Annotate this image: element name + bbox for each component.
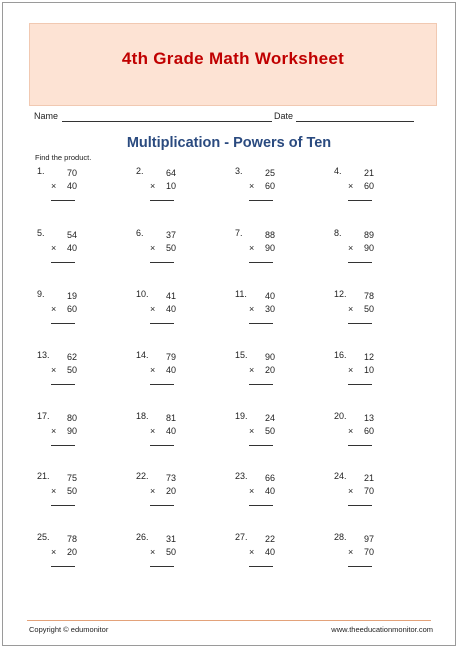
answer-line[interactable] <box>51 505 75 506</box>
multiplicand: 62 <box>66 352 77 362</box>
multiplicand: 81 <box>165 413 176 423</box>
problem-number: 4. <box>334 166 342 176</box>
problem-number: 19. <box>235 411 248 421</box>
multiplicand: 79 <box>165 352 176 362</box>
multiplier: 50 <box>66 486 77 496</box>
problem-22 <box>136 471 226 519</box>
multiplicand: 66 <box>264 473 275 483</box>
problem-number: 15. <box>235 350 248 360</box>
multiplier: 40 <box>165 304 176 314</box>
answer-line[interactable] <box>51 323 75 324</box>
problem-number: 20. <box>334 411 347 421</box>
answer-line[interactable] <box>150 384 174 385</box>
times-sign: × <box>51 426 57 436</box>
problem-27 <box>235 532 325 580</box>
times-sign: × <box>249 181 255 191</box>
problem-number: 11. <box>235 289 247 299</box>
problem-number: 17. <box>37 411 50 421</box>
problem-number: 7. <box>235 228 243 238</box>
problem-25 <box>37 532 127 580</box>
answer-line[interactable] <box>249 505 273 506</box>
problem-23 <box>235 471 325 519</box>
problem-9 <box>37 289 127 337</box>
problem-11 <box>235 289 325 337</box>
multiplier: 40 <box>66 243 77 253</box>
multiplier: 70 <box>363 486 374 496</box>
answer-line[interactable] <box>249 445 273 446</box>
footer-divider <box>27 620 431 621</box>
multiplier: 90 <box>363 243 374 253</box>
times-sign: × <box>150 365 156 375</box>
times-sign: × <box>51 243 57 253</box>
answer-line[interactable] <box>51 384 75 385</box>
multiplicand: 24 <box>264 413 275 423</box>
worksheet-title: 4th Grade Math Worksheet <box>121 49 345 68</box>
multiplicand: 21 <box>363 473 374 483</box>
times-sign: × <box>150 486 156 496</box>
multiplier: 20 <box>264 365 275 375</box>
problem-number: 21. <box>37 471 50 481</box>
multiplier: 60 <box>66 304 77 314</box>
multiplicand: 88 <box>264 230 275 240</box>
multiplicand: 73 <box>165 473 176 483</box>
times-sign: × <box>150 547 156 557</box>
answer-line[interactable] <box>348 445 372 446</box>
multiplier: 20 <box>66 547 77 557</box>
problem-4 <box>334 166 424 214</box>
times-sign: × <box>51 365 57 375</box>
times-sign: × <box>51 304 57 314</box>
multiplicand: 75 <box>66 473 77 483</box>
copyright-text: Copyright © edumonitor <box>29 625 109 634</box>
times-sign: × <box>348 426 354 436</box>
multiplier: 50 <box>363 304 374 314</box>
multiplicand: 89 <box>363 230 374 240</box>
multiplicand: 40 <box>264 291 275 301</box>
answer-line[interactable] <box>348 566 372 567</box>
problem-21 <box>37 471 127 519</box>
answer-line[interactable] <box>51 566 75 567</box>
problem-number: 28. <box>334 532 347 542</box>
answer-line[interactable] <box>348 200 372 201</box>
date-label: Date <box>274 111 294 121</box>
multiplier: 60 <box>264 181 275 191</box>
times-sign: × <box>249 365 255 375</box>
problem-15 <box>235 350 325 398</box>
answer-line[interactable] <box>249 384 273 385</box>
multiplier: 90 <box>264 243 275 253</box>
answer-line[interactable] <box>249 262 273 263</box>
multiplicand: 97 <box>363 534 374 544</box>
times-sign: × <box>150 426 156 436</box>
answer-line[interactable] <box>51 262 75 263</box>
multiplicand: 80 <box>66 413 77 423</box>
multiplier: 60 <box>363 181 374 191</box>
name-field-line[interactable] <box>62 121 272 122</box>
times-sign: × <box>150 304 156 314</box>
problem-28 <box>334 532 424 580</box>
problem-5 <box>37 228 127 276</box>
times-sign: × <box>249 486 255 496</box>
multiplier: 50 <box>264 426 275 436</box>
multiplicand: 37 <box>165 230 176 240</box>
multiplier: 50 <box>165 547 176 557</box>
problem-number: 1. <box>37 166 45 176</box>
times-sign: × <box>249 243 255 253</box>
answer-line[interactable] <box>150 505 174 506</box>
multiplier: 40 <box>66 181 77 191</box>
answer-line[interactable] <box>150 445 174 446</box>
multiplicand: 90 <box>264 352 275 362</box>
multiplicand: 41 <box>165 291 176 301</box>
multiplicand: 31 <box>165 534 176 544</box>
problem-number: 27. <box>235 532 248 542</box>
multiplier: 70 <box>363 547 374 557</box>
multiplier: 40 <box>264 547 275 557</box>
header-banner <box>29 23 437 106</box>
multiplier: 10 <box>165 181 176 191</box>
name-label: Name <box>34 111 59 121</box>
problem-3 <box>235 166 325 214</box>
problem-number: 23. <box>235 471 248 481</box>
answer-line[interactable] <box>249 200 273 201</box>
times-sign: × <box>348 365 354 375</box>
answer-line[interactable] <box>150 566 174 567</box>
problem-1 <box>37 166 127 214</box>
problem-number: 16. <box>334 350 347 360</box>
multiplier: 90 <box>66 426 77 436</box>
problem-number: 24. <box>334 471 347 481</box>
problem-24 <box>334 471 424 519</box>
problem-26 <box>136 532 226 580</box>
times-sign: × <box>150 243 156 253</box>
problem-number: 8. <box>334 228 342 238</box>
problem-12 <box>334 289 424 337</box>
multiplicand: 70 <box>66 168 77 178</box>
problem-number: 10. <box>136 289 149 299</box>
student-fields <box>34 111 414 123</box>
multiplier: 40 <box>165 426 176 436</box>
multiplier: 10 <box>363 365 374 375</box>
times-sign: × <box>51 486 57 496</box>
multiplicand: 22 <box>264 534 275 544</box>
multiplicand: 12 <box>363 352 374 362</box>
answer-line[interactable] <box>348 323 372 324</box>
multiplicand: 25 <box>264 168 275 178</box>
problem-6 <box>136 228 226 276</box>
problem-8 <box>334 228 424 276</box>
problem-number: 12. <box>334 289 347 299</box>
multiplier: 30 <box>264 304 275 314</box>
multiplier: 50 <box>66 365 77 375</box>
times-sign: × <box>150 181 156 191</box>
worksheet-page <box>2 2 456 646</box>
answer-line[interactable] <box>348 262 372 263</box>
problem-2 <box>136 166 226 214</box>
times-sign: × <box>348 181 354 191</box>
website-text: www.theeducationmonitor.com <box>331 625 433 634</box>
times-sign: × <box>348 547 354 557</box>
multiplier: 50 <box>165 243 176 253</box>
answer-line[interactable] <box>150 323 174 324</box>
times-sign: × <box>348 486 354 496</box>
multiplier: 20 <box>165 486 176 496</box>
problem-number: 9. <box>37 289 45 299</box>
problem-number: 13. <box>37 350 50 360</box>
answer-line[interactable] <box>348 505 372 506</box>
problem-number: 14. <box>136 350 149 360</box>
problem-18 <box>136 411 226 459</box>
times-sign: × <box>249 304 255 314</box>
answer-line[interactable] <box>249 566 273 567</box>
problem-number: 6. <box>136 228 144 238</box>
answer-line[interactable] <box>249 323 273 324</box>
problem-number: 2. <box>136 166 144 176</box>
problem-19 <box>235 411 325 459</box>
problem-13 <box>37 350 127 398</box>
problem-number: 26. <box>136 532 149 542</box>
problem-number: 5. <box>37 228 45 238</box>
multiplicand: 64 <box>165 168 176 178</box>
answer-line[interactable] <box>150 262 174 263</box>
problem-14 <box>136 350 226 398</box>
multiplicand: 13 <box>363 413 374 423</box>
answer-line[interactable] <box>51 200 75 201</box>
times-sign: × <box>249 547 255 557</box>
answer-line[interactable] <box>348 384 372 385</box>
answer-line[interactable] <box>150 200 174 201</box>
times-sign: × <box>51 181 57 191</box>
multiplicand: 54 <box>66 230 77 240</box>
problem-10 <box>136 289 226 337</box>
problem-number: 18. <box>136 411 149 421</box>
times-sign: × <box>348 304 354 314</box>
times-sign: × <box>51 547 57 557</box>
multiplicand: 78 <box>363 291 374 301</box>
problem-16 <box>334 350 424 398</box>
answer-line[interactable] <box>51 445 75 446</box>
times-sign: × <box>348 243 354 253</box>
multiplicand: 78 <box>66 534 77 544</box>
times-sign: × <box>249 426 255 436</box>
problem-number: 25. <box>37 532 50 542</box>
multiplier: 60 <box>363 426 374 436</box>
problem-20 <box>334 411 424 459</box>
multiplicand: 21 <box>363 168 374 178</box>
problem-number: 3. <box>235 166 243 176</box>
multiplicand: 19 <box>66 291 77 301</box>
problem-17 <box>37 411 127 459</box>
problem-number: 22. <box>136 471 149 481</box>
date-field-line[interactable] <box>296 121 414 122</box>
multiplier: 40 <box>264 486 275 496</box>
section-title: Multiplication - Powers of Ten <box>126 135 332 151</box>
multiplier: 40 <box>165 365 176 375</box>
problem-7 <box>235 228 325 276</box>
instructions: Find the product. <box>35 153 92 162</box>
